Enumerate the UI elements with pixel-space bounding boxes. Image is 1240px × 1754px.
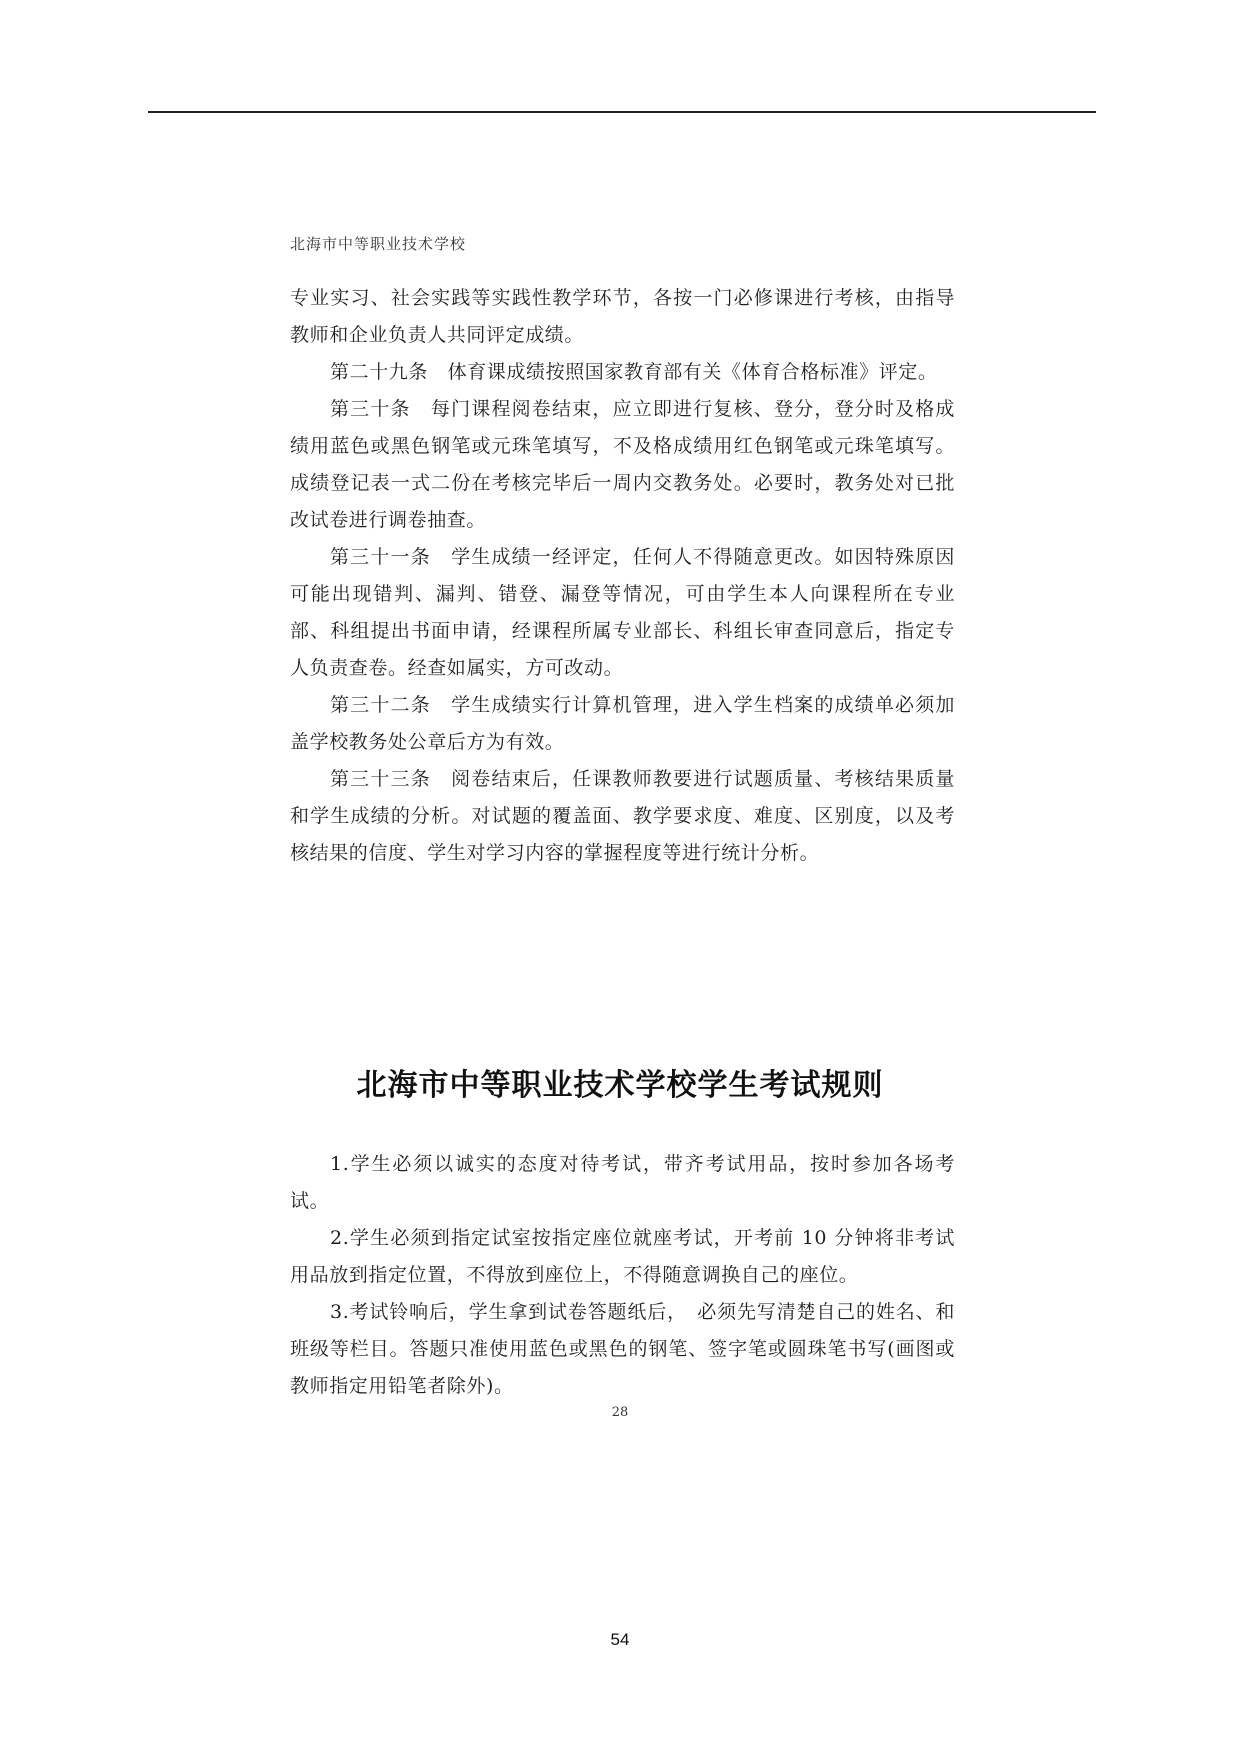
exam-rule-item: 1.学生必须以诚实的态度对待考试，带齐考试用品，按时参加各场考试。 — [290, 1153, 955, 1212]
outer-page-number: 54 — [610, 1630, 630, 1649]
paragraph-article-31: 第三十一条 学生成绩一经评定，任何人不得随意更改。如因特殊原因可能出现错判、漏判、错登、漏登等情况，可由学生本人向课程所在专业部、科组提出书面申请，经课程所属专业部长、科组长审查同意后，指定专人负责查卷。经查如属实，方可改动。 — [290, 546, 955, 679]
paragraph-practice: 专业实习、社会实践等实践性教学环节，各按一门必修课进行考核，由指导教师和企业负责人共同评定成绩。 — [290, 287, 955, 346]
inner-page-number: 28 — [611, 1405, 629, 1420]
running-header: 北海市中等职业技术学校 — [290, 235, 467, 253]
paragraph-article-33: 第三十三条 阅卷结束后，任课教师教要进行试题质量、考核结果质量和学生成绩的分析。对试题的覆盖面、教学要求度、难度、区别度，以及考核结果的信度、学生对学习内容的掌握程度等进行统计分析。 — [290, 768, 955, 864]
paragraph-article-30: 第三十条 每门课程阅卷结束，应立即进行复核、登分，登分时及格成绩用蓝色或黑色钢笔或元珠笔填写，不及格成绩用红色钢笔或元珠笔填写。成绩登记表一式二份在考核完毕后一周内交教务处。必要时，教务处对已批改试卷进行调卷抽查。 — [290, 398, 955, 531]
exam-rule-item: 3.考试铃响后，学生拿到试卷答题纸后， 必须先写清楚自己的姓名、和班级等栏目。答题只准使用蓝色或黑色的钢笔、签字笔或圆珠笔书写(画图或教师指定用铅笔者除外)。 — [290, 1301, 955, 1397]
paragraph-article-32: 第三十二条 学生成绩实行计算机管理，进入学生档案的成绩单必须加盖学校教务处公章后方为有效。 — [290, 694, 955, 753]
exam-rule-item: 2.学生必须到指定试室按指定座位就座考试，开考前 10 分钟将非考试用品放到指定位置，不得放到座位上，不得随意调换自己的座位。 — [290, 1227, 955, 1286]
article-continuation — [290, 280, 955, 872]
exam-rules-list — [290, 1146, 955, 1405]
top-rule — [148, 111, 1096, 113]
paragraph-article-29: 第二十九条 体育课成绩按照国家教育部有关《体育合格标准》评定。 — [330, 361, 938, 383]
exam-rules-title: 北海市中等职业技术学校学生考试规则 — [356, 1068, 884, 1103]
